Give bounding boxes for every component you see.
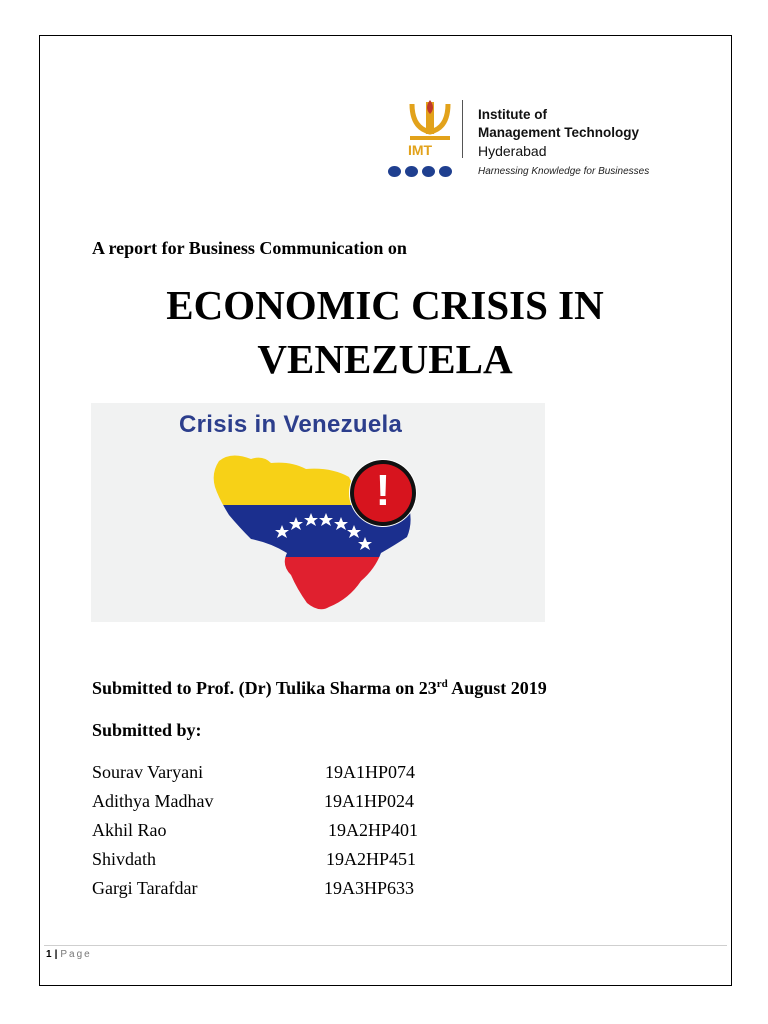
member-row	[92, 849, 492, 878]
member-row	[92, 791, 492, 820]
footer-separator: |	[54, 949, 58, 960]
member-name: Adithya Madhav	[92, 791, 214, 811]
member-list	[92, 762, 492, 907]
footer-divider	[44, 945, 727, 946]
submitted-to-prefix: Submitted to Prof. (Dr) Tulika Sharma on 23	[92, 678, 437, 698]
logo-dots	[388, 166, 452, 177]
emblem-text: IMT	[408, 142, 433, 158]
logo-divider	[462, 100, 463, 158]
member-roll: 19A1HP074	[325, 762, 416, 782]
member-name: Akhil Rao	[92, 820, 167, 840]
submitted-to-suffix: August 2019	[447, 678, 547, 698]
dot-icon	[439, 166, 452, 177]
member-row	[92, 762, 492, 791]
report-intro: A report for Business Communication on	[92, 238, 407, 258]
title-line1: ECONOMIC CRISIS IN	[166, 282, 604, 328]
member-roll: 19A3HP633	[324, 878, 415, 898]
member-roll: 19A2HP401	[328, 820, 419, 840]
member-roll: 19A1HP024	[324, 791, 415, 811]
member-row	[92, 878, 492, 907]
submitted-to	[92, 678, 547, 699]
dot-icon	[388, 166, 401, 177]
submitted-by-label: Submitted by:	[92, 720, 202, 740]
member-name: Shivdath	[92, 849, 157, 869]
report-title	[60, 278, 710, 386]
date-suffix: rd	[436, 678, 448, 690]
institute-line3: Hyderabad	[478, 143, 547, 159]
institute-logo	[404, 98, 694, 188]
institute-name	[478, 106, 639, 160]
member-row	[92, 820, 492, 849]
dot-icon	[422, 166, 435, 177]
flag-red-band	[191, 557, 431, 622]
member-name: Sourav Varyani	[92, 762, 204, 782]
page-label: Page	[60, 949, 92, 960]
alert-exclamation-icon: !	[375, 466, 391, 515]
institute-line1: Institute of	[478, 107, 547, 122]
crisis-banner-image	[91, 403, 545, 622]
banner-title: Crisis in Venezuela	[179, 411, 403, 438]
member-roll: 19A2HP451	[326, 849, 417, 869]
institute-line2: Management Technology	[478, 125, 640, 140]
dot-icon	[405, 166, 418, 177]
title-line2: VENEZUELA	[257, 336, 513, 382]
page-number: 1	[46, 949, 52, 960]
logo-tagline: Harnessing Knowledge for Businesses	[478, 166, 650, 177]
page-footer	[46, 949, 92, 960]
member-name: Gargi Tarafdar	[92, 878, 198, 898]
